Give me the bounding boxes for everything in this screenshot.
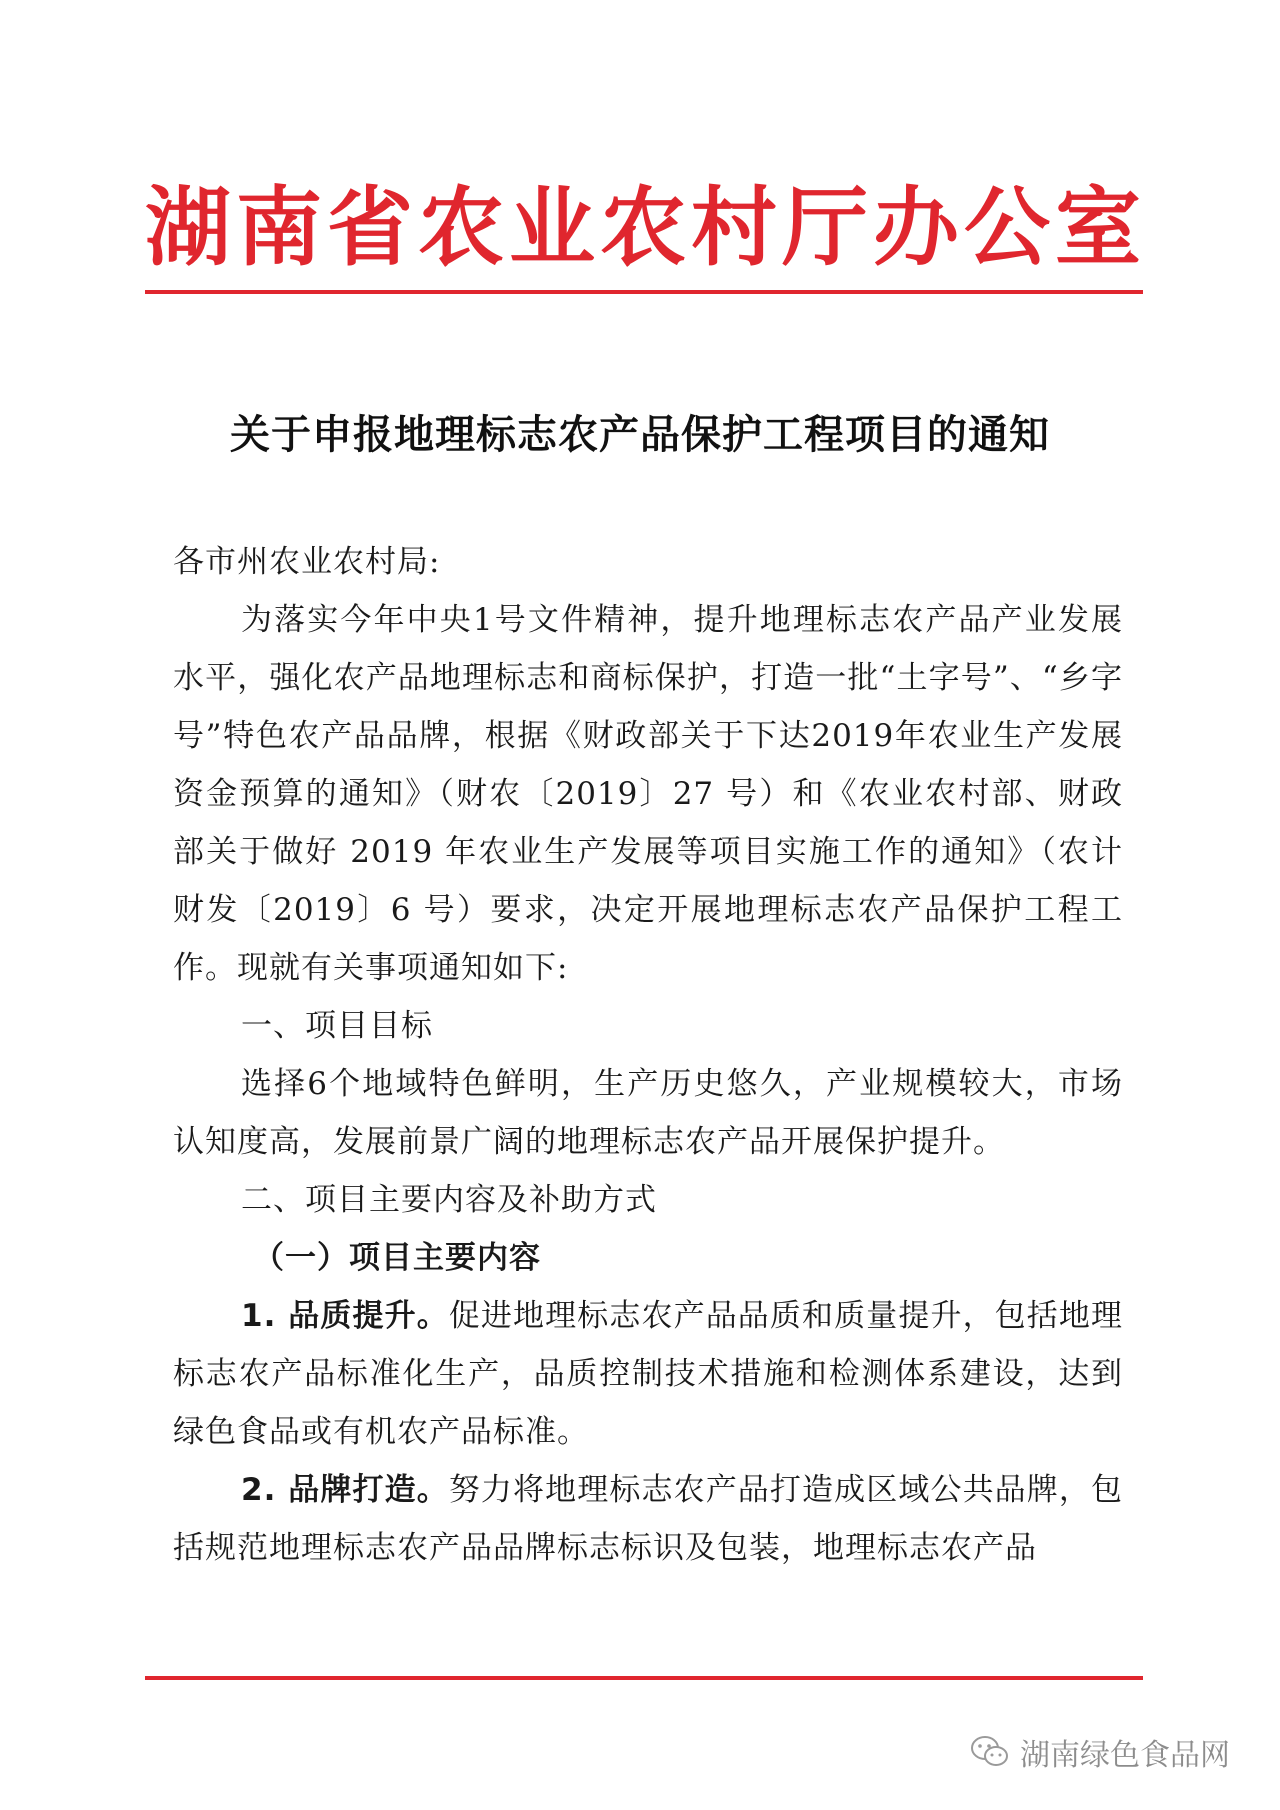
subsection-heading-content: （一）项目主要内容 [253,1240,541,1276]
salutation: 各市州农业农村局: [173,544,441,580]
content-item-brand [173,1461,1123,1577]
footer-divider [145,1676,1143,1680]
intro-paragraph: 为落实今年中央1号文件精神，提升地理标志农产品产业发展水平，强化农产品地理标志和商标保护，打造一批“土字号”、“乡字号”特色农产品品牌，根据《财政部关于下达2019年农业生产发展资金预算的通知》（财农〔2019〕27 号）和《农业农村部、财政部关于做好 2019 年农业生产发展等项目实施工作的通知》（农计财发〔2019〕6 号）要求，决定开展地理标志农产品保护工程工作。现就有关事项通知如下: [173,602,1123,986]
item-lead: 2. 品牌打造。 [241,1472,449,1508]
item-lead: 1. 品质提升。 [241,1298,449,1334]
watermark-text: 湖南绿色食品网 [1020,1738,1230,1773]
document-body [173,533,1123,1577]
section-heading-goals: 一、项目目标 [241,1008,433,1044]
item-text: 努力将地理标志农产品打造成区域公共品牌，包括规范地理标志农产品品牌标志标识及包装，地理标志农产品 [173,1472,1124,1566]
wechat-icon [970,1735,1010,1769]
section-goals-text: 选择6个地域特色鲜明，生产历史悠久，产业规模较大，市场认知度高，发展前景广阔的地理标志农产品开展保护提升。 [173,1066,1123,1160]
issuer-masthead: 湖南省农业农村厅办公室 [145,178,1146,278]
document-title: 关于申报地理标志农产品保护工程项目的通知 [230,412,1050,458]
item-text: 促进地理标志农产品品质和质量提升，包括地理标志农产品标准化生产，品质控制技术措施和检测体系建设，达到绿色食品或有机农产品标准。 [173,1298,1124,1450]
section-heading-content: 二、项目主要内容及补助方式 [241,1182,657,1218]
content-item-quality [173,1287,1123,1461]
source-watermark [970,1730,1230,1774]
masthead-divider [145,290,1143,294]
